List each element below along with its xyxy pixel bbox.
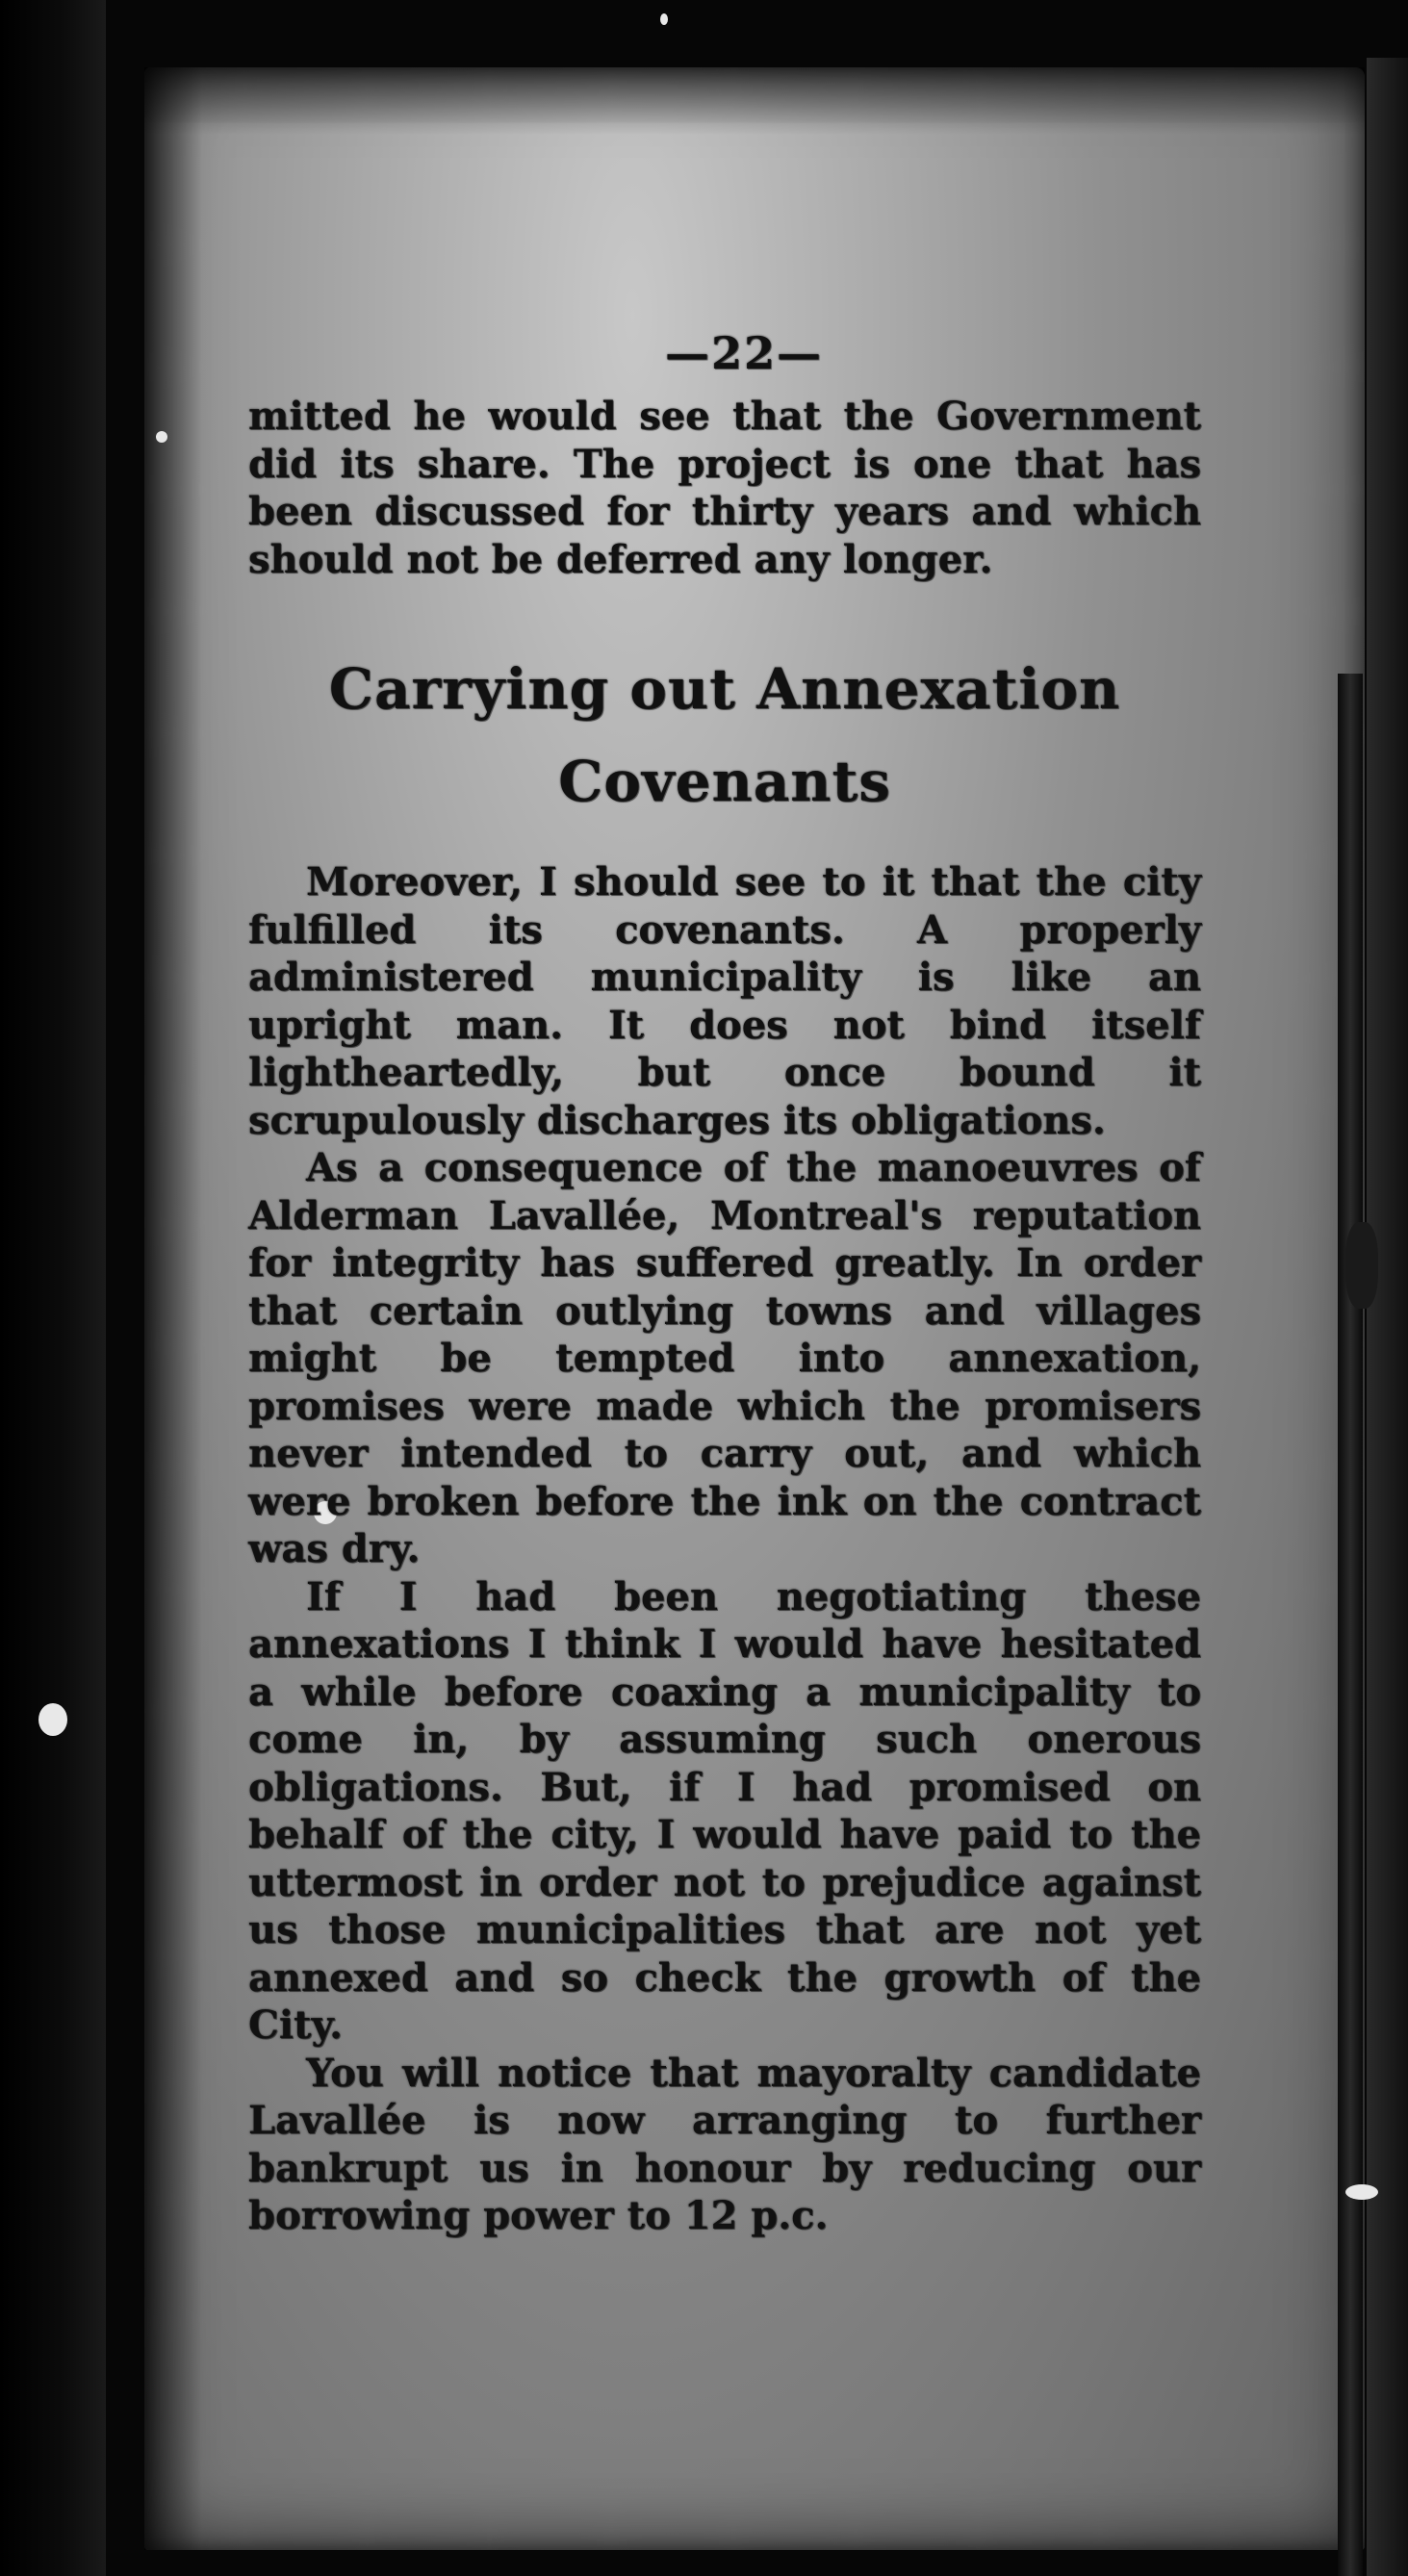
dust-speck	[38, 1703, 67, 1736]
section-heading	[248, 643, 1201, 828]
page-edge-shadow-left	[144, 67, 202, 2550]
section-heading-line-1: Carrying out Annexation	[328, 656, 1121, 722]
paragraph-manoeuvres: As a consequence of the manoeuvres of Alderman Lavallée, Montreal's reputation for integrity has suffered greatly. In order that certain outlying towns and villages might be tempted into annexation, promises were made which the promisers never intended to carry out, and which were broken before the ink on the contract was dry.	[248, 1145, 1201, 1571]
scan-right-border	[1367, 58, 1408, 2576]
scan-left-border	[0, 0, 106, 2576]
page-number: —22—	[664, 327, 823, 379]
binding-knot	[1345, 1222, 1378, 1309]
paragraph-covenants: Moreover, I should see to it that the city fulfilled its covenants. A properly administered municipality is like an upright man. It does not bind itself lightheartedly, but once bound it scrupulously discharges its obligations.	[248, 859, 1201, 1143]
paragraph-borrowing-power: You will notice that mayoralty candidate Lavallée is now arranging to further bankrupt us in honour by reducing our borrowing power to 12 p.c.	[248, 2050, 1201, 2238]
article-text	[248, 327, 1201, 2240]
binding-rod	[1338, 674, 1363, 2576]
dust-speck	[1345, 2184, 1378, 2200]
section-heading-line-2: Covenants	[558, 749, 891, 814]
opening-paragraph: mitted he would see that the Government did its share. The project is one that has been discussed for thirty years and which should not be deferred any longer.	[248, 394, 1201, 582]
dust-speck	[660, 13, 668, 25]
page-edge-shadow-top	[144, 67, 1365, 135]
dust-speck	[156, 431, 167, 443]
paragraph-negotiating: If I had been negotiating these annexations I think I would have hesitated a while before coaxing a municipality to come in, by assuming such onerous obligations. But, if I had promised on behalf of the city, I would have paid to the uttermost in order not to prejudice against us those municipalities that are not yet annexed and so check the growth of the City.	[248, 1573, 1201, 2048]
